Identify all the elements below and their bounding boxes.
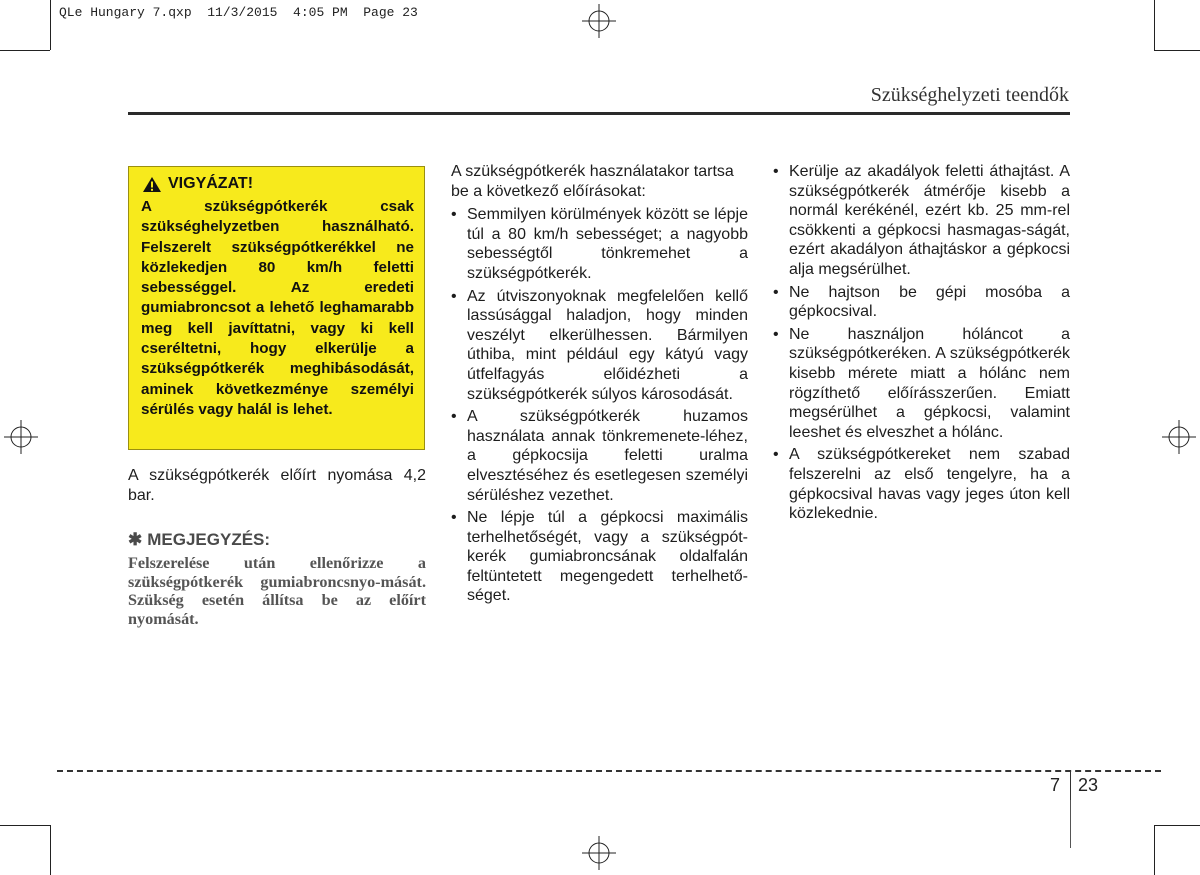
crop-mark: [1154, 50, 1200, 51]
footer-divider: [1070, 800, 1071, 848]
crop-mark: [1154, 825, 1200, 826]
list-item: • Ne lépje túl a gépkocsi maximális terhelhetőségét, vagy a szükségpót-kerék gumiabroncsának oldalfalán feltüntetett megengedett terhelhető-séget.: [451, 509, 748, 605]
column-2: [451, 162, 748, 609]
registration-mark-icon: [1162, 420, 1196, 454]
column-3-bullet-list: [773, 162, 1070, 524]
column-2-intro: A szükségpótkerék használatakor tartsa be a következő előírásokat:: [451, 163, 734, 200]
bullet-icon: •: [451, 287, 457, 305]
list-item: • Ne használjon hóláncot a szükségpótkeréken. A szükségpótkerék kisebb mérete miatt a hólánc nem rögzíthető előírásszerűen. Emiatt megsérülhet a gépkocsi, valamint leeshet és elveszhet a hólánc.: [773, 325, 1070, 441]
crop-mark: [50, 825, 51, 875]
page-number-separator: [1070, 772, 1071, 800]
pressure-text: A szükségpótkerék előírt nyomása 4,2 bar.: [128, 467, 426, 504]
bullet-icon: •: [773, 446, 779, 464]
header-rule: [128, 112, 1070, 115]
crop-mark: [0, 825, 50, 826]
warning-box: [128, 166, 425, 450]
warning-title: VIGYÁZAT!: [168, 175, 254, 192]
column-2-bullet-list: [451, 205, 748, 606]
list-item: • A szükségpótkerék huzamos használata annak tönkremenete-léhez, a gépkocsija feletti uralma elvesztéséhez és esetlegesen személyi sérüléshez vezethet.: [451, 408, 748, 504]
crop-mark: [1154, 0, 1155, 50]
registration-mark-icon: [4, 420, 38, 454]
warning-text: A szükségpótkerék csak szükséghelyzetben használható. Felszerelt szükségpótkerékkel ne közlekedjen 80 km/h feletti sebességgel. Az eredeti gumiabroncsot a lehető leghamarabb meg kell javíttatni, vagy ki kell cseréltetni, hogy elkerülje a szükségpótkerék meghibásodását, aminek következménye személyi sérülés vagy halál is lehet.: [141, 198, 414, 418]
note-text: Felszerelése után ellenőrizze a szükségpótkerék gumiabroncsnyo-mását. Szükség esetén állítsa be az előírt nyomását.: [128, 554, 426, 628]
note-heading: [128, 530, 270, 550]
list-item: • A szükségpótkereket nem szabad felszerelni az első tengelyre, ha a gépkocsival havas vagy jeges úton kell közlekednie.: [773, 446, 1070, 523]
bullet-icon: •: [451, 408, 457, 426]
crop-mark: [1154, 825, 1155, 875]
bullet-icon: •: [451, 206, 457, 224]
chapter-number: 7: [1050, 775, 1061, 795]
column-3: [773, 162, 1070, 527]
note-title: MEGJEGYZÉS:: [147, 530, 271, 549]
list-item: • Az útviszonyoknak megfelelően kellő lassúsággal haladjon, hogy minden veszélyt elkerülhessen. Bármilyen úthiba, mint például egy kátyú vagy útfelfagyás előidézheti a szükségpótkerék súlyos károsodását.: [451, 287, 748, 403]
bullet-icon: •: [773, 163, 779, 180]
warning-triangle-icon: [142, 176, 162, 193]
footer-rule: [57, 770, 1161, 772]
bullet-icon: •: [451, 509, 457, 527]
crop-mark: [0, 50, 50, 51]
section-title: Szükséghelyzeti teendők: [870, 84, 1069, 106]
warning-heading: [142, 175, 414, 193]
list-item: • Kerülje az akadályok feletti áthajtást. A szükségpótkerék átmérője kisebb a normál kerékénél, ezért kb. 25 mm-rel csökkenti a gépkocsi hasmagas-ságát, ezért akadályon áthajtáskor a gépkocsi alja megsérülhet.: [773, 163, 1070, 278]
bullet-icon: •: [773, 325, 779, 343]
registration-mark-icon: [582, 4, 616, 38]
bullet-icon: •: [773, 283, 779, 301]
registration-mark-icon: [582, 836, 616, 870]
page-number: 23: [1078, 775, 1099, 795]
list-item: • Semmilyen körülmények között se lépje túl a 80 km/h sebességet; a nagyobb sebességtől tönkremehet a szükségpótkerék.: [451, 206, 749, 282]
print-slug-line: QLe Hungary 7.qxp 11/3/2015 4:05 PM Page 23: [59, 5, 418, 20]
list-item: • Ne hajtson be gépi mosóba a gépkocsival.: [773, 283, 1070, 321]
asterisk-icon: ✱: [128, 530, 143, 549]
crop-mark: [50, 0, 51, 50]
